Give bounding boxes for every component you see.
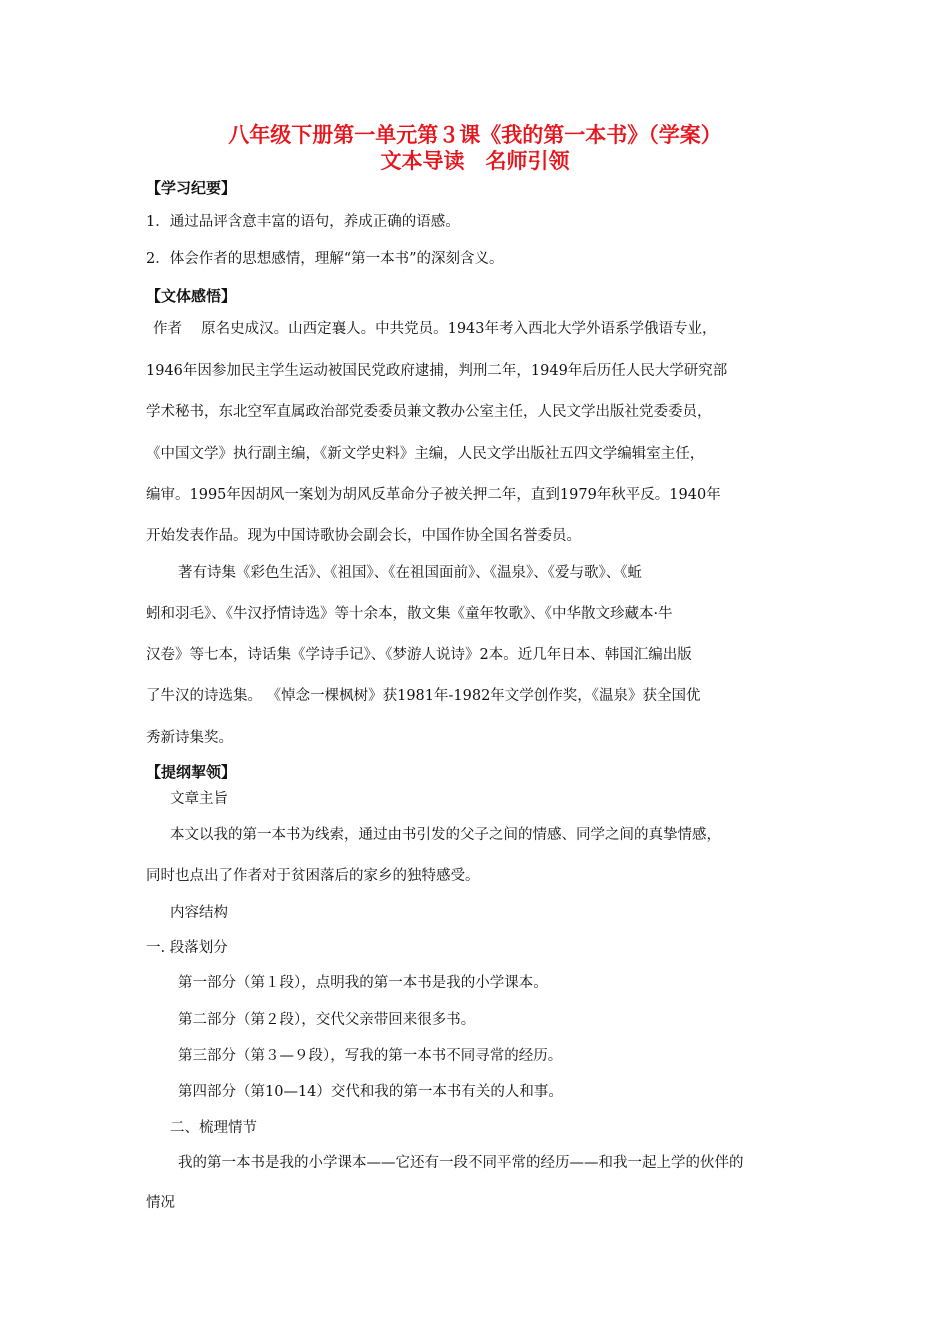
objective-item: 2．体会作者的思想感情，理解“第一本书”的深刻含义。 xyxy=(146,251,504,267)
author-bio-line: 1946年因参加民主学生运动被国民党政府逮捕，判刑二年，1949年后历任人民大学研究部 xyxy=(146,363,728,379)
author-bio-line: 开始发表作品。现为中国诗歌协会副会长，中国作协全国名誉委员。 xyxy=(146,528,581,544)
works-line: 秀新诗集奖。 xyxy=(146,730,233,746)
document-subtitle: 文本导读 名师引领 xyxy=(380,149,570,173)
author-bio-line: 《中国文学》执行副主编，《新文学史料》主编，人民文学出版社五四文学编辑室主任， xyxy=(146,446,705,462)
author-bio-line: 作者 原名史成汉。山西定襄人。中共党员。1943年考入西北大学外语系学俄语专业， xyxy=(153,321,717,337)
plot-line: 情况 xyxy=(146,1195,175,1211)
part-item: 第二部分（第２段），交代父亲带回来很多书。 xyxy=(178,1012,476,1028)
outline-heading: 【提纲挈领】 xyxy=(146,763,237,781)
part-item: 第四部分（第10—14）交代和我的第一本书有关的人和事。 xyxy=(178,1084,563,1100)
works-line: 汉卷》等七本，诗话集《学诗手记》、《梦游人说诗》2本。近几年日本、韩国汇编出版 xyxy=(146,647,692,663)
works-line: 蚓和羽毛》、《牛汉抒情诗选》等十余本，散文集《童年牧歌》、《中华散文珍藏本·牛 xyxy=(146,606,673,622)
theme-label: 文章主旨 xyxy=(170,791,228,807)
objective-item: 1．通过品评含意丰富的语句，养成正确的语感。 xyxy=(146,214,460,230)
author-heading: 【文体感悟】 xyxy=(146,287,237,305)
section2-label: 二、梳理情节 xyxy=(170,1120,257,1136)
document-title: 八年级下册第一单元第３课《我的第一本书》（学案） xyxy=(228,123,722,147)
works-line: 了牛汉的诗选集。 《悼念一棵枫树》获1981年-1982年文学创作奖，《温泉》获全国优 xyxy=(146,688,701,704)
author-bio-line: 学术秘书，东北空军直属政治部党委委员兼文教办公室主任，人民文学出版社党委委员， xyxy=(146,404,712,420)
structure-label: 内容结构 xyxy=(170,905,228,921)
section1-label: 一. 段落划分 xyxy=(146,940,228,956)
part-item: 第一部分（第１段），点明我的第一本书是我的小学课本。 xyxy=(178,975,548,991)
works-line: 著有诗集《彩色生活》、《祖国》、《在祖国面前》、《温泉》、《爱与歌》、《蚯 xyxy=(178,565,642,581)
author-bio-line: 编审。1995年因胡风一案划为胡风反革命分子被关押二年，直到1979年秋平反。1940年 xyxy=(146,487,721,503)
objectives-heading: 【学习纪要】 xyxy=(146,179,237,197)
plot-line: 我的第一本书是我的小学课本——它还有一段不同平常的经历——和我一起上学的伙伴的 xyxy=(178,1155,744,1171)
part-item: 第三部分（第３—９段），写我的第一本书不同寻常的经历。 xyxy=(178,1048,563,1064)
theme-line: 本文以我的第一本书为线索，通过由书引发的父子之间的情感、同学之间的真挚情感， xyxy=(170,827,721,843)
theme-line: 同时也点出了作者对于贫困落后的家乡的独特感受。 xyxy=(146,868,480,884)
